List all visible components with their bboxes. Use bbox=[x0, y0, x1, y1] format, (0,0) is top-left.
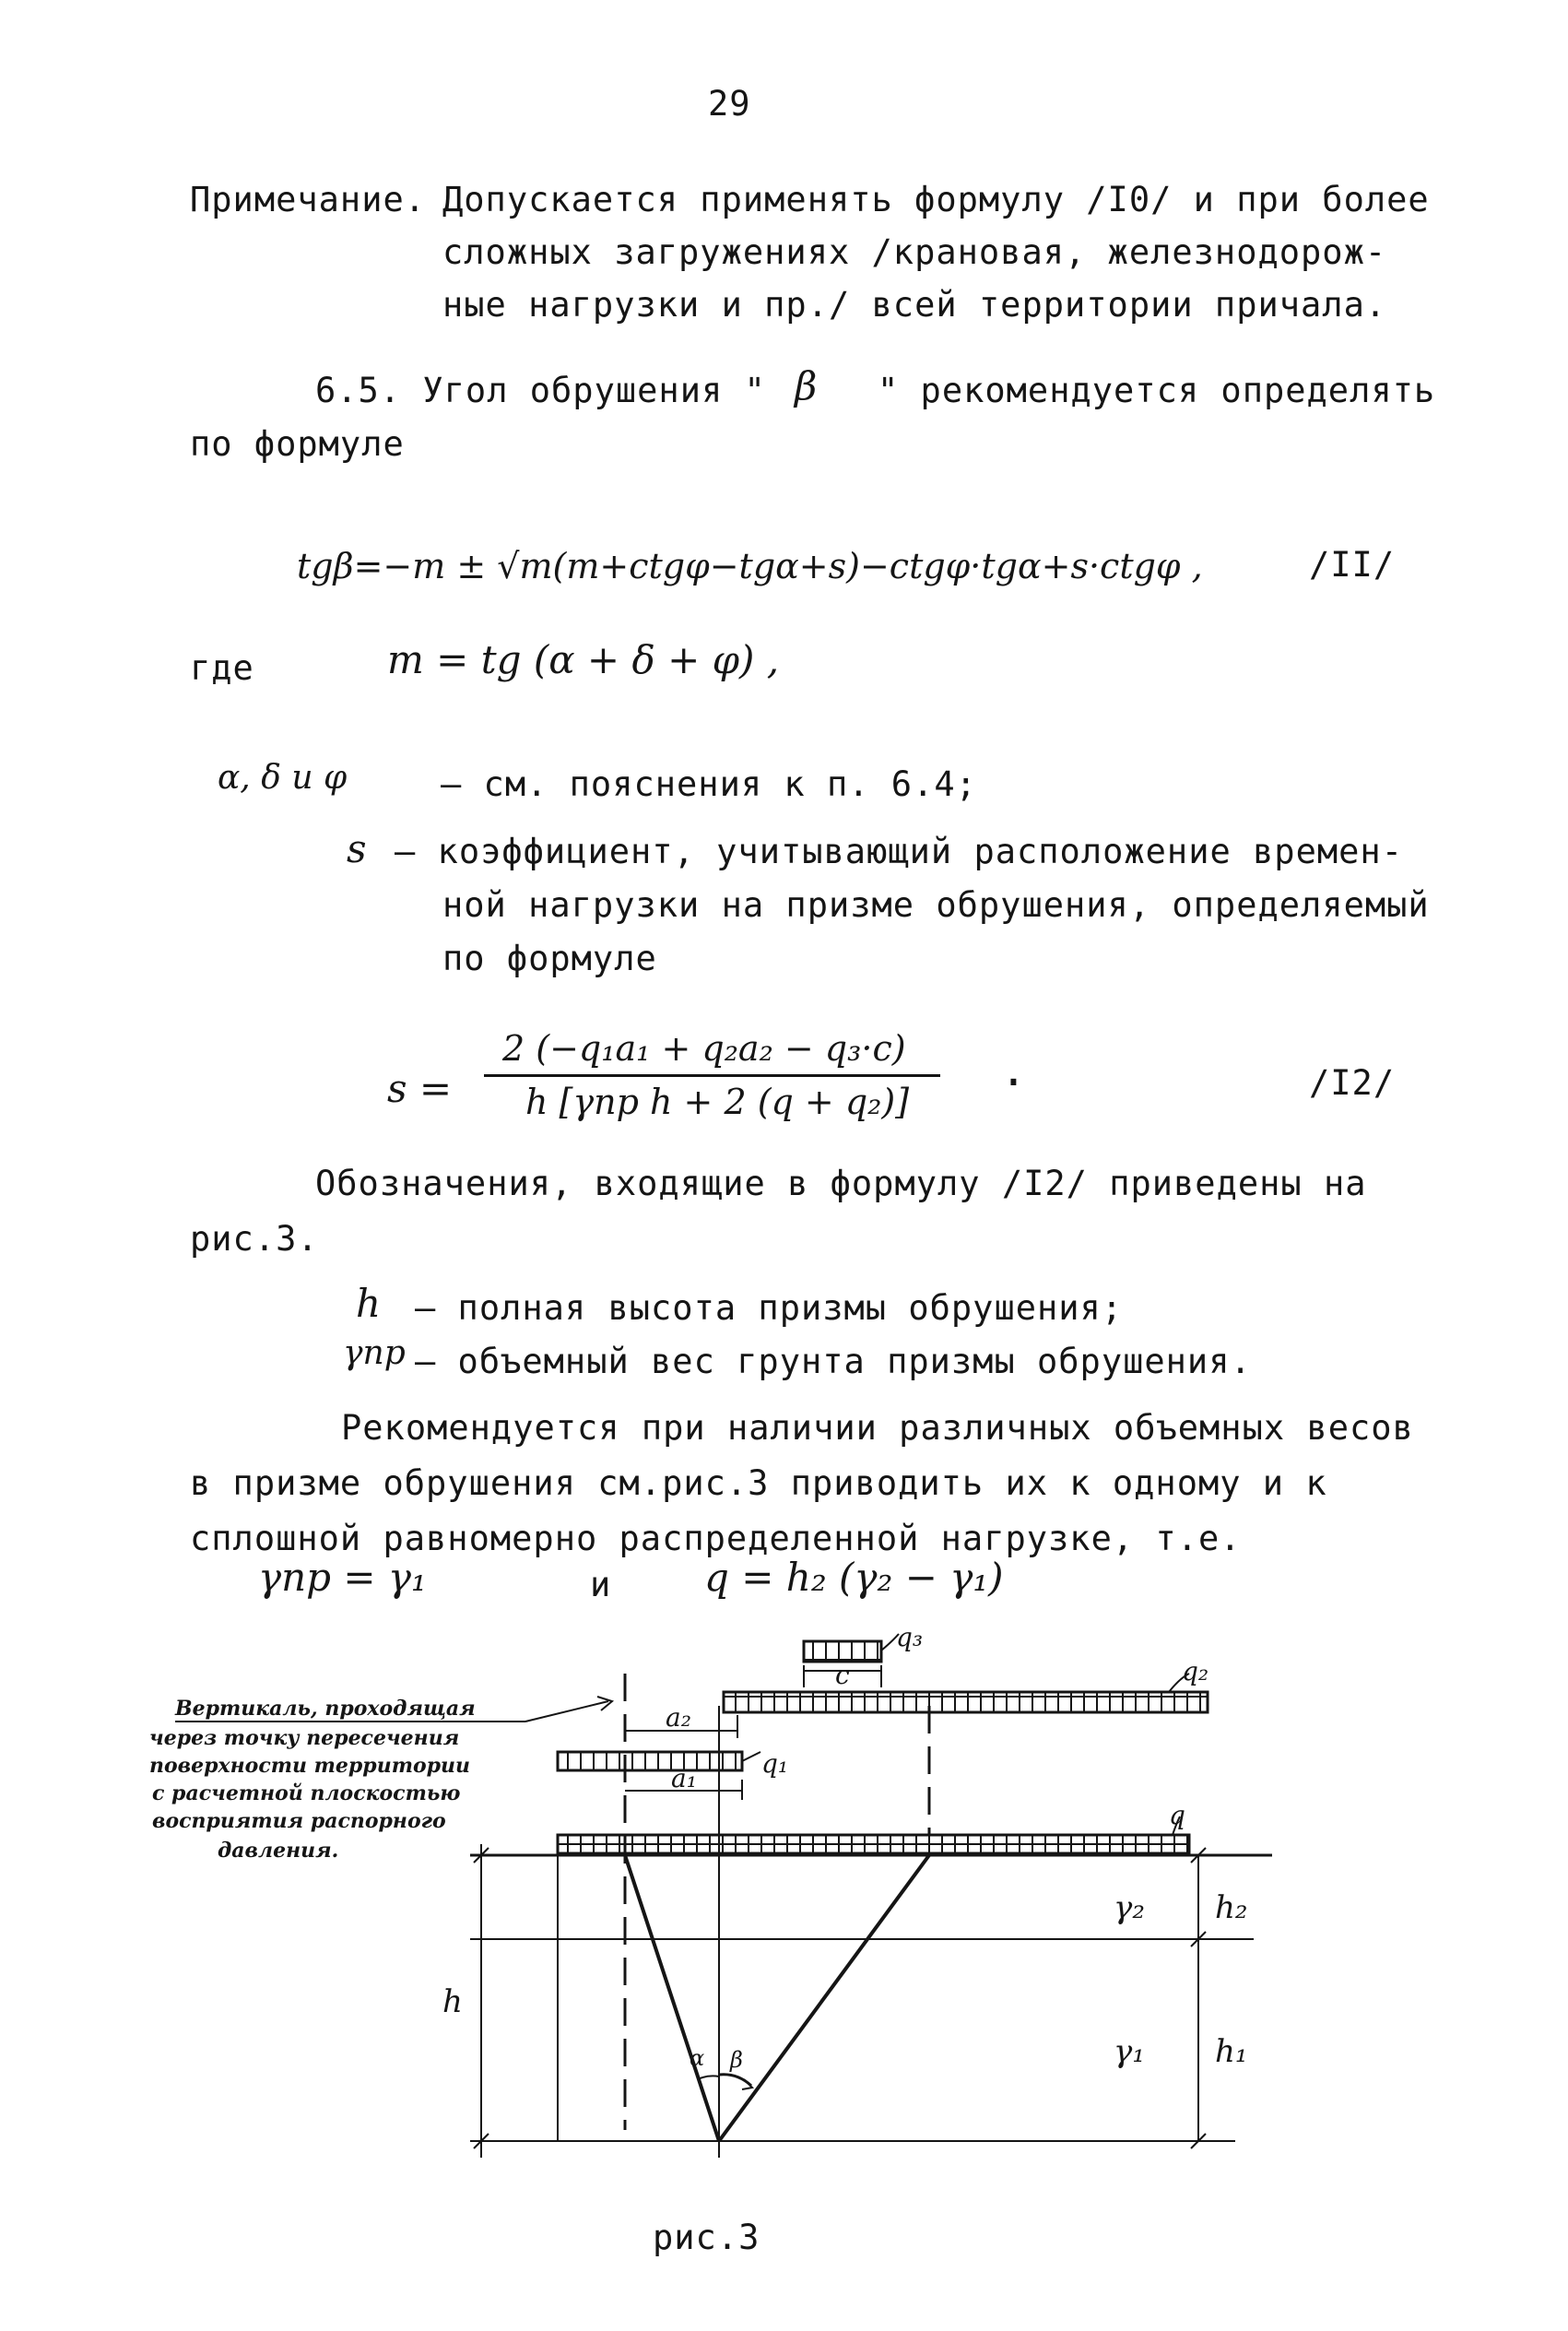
where-label: где bbox=[190, 648, 254, 688]
m-formula: m = tg (α + δ + φ) , bbox=[387, 637, 780, 682]
label-c: c bbox=[835, 1660, 850, 1690]
section-6-5-line1a: 6.5. Угол обрушения " bbox=[315, 371, 766, 410]
label-gamma1: γ₁ bbox=[1114, 2033, 1145, 2070]
figure-annotation-line-1: Вертикаль, проходящая bbox=[175, 1697, 476, 1721]
figure-annotation-line-2: через точку пересечения bbox=[149, 1726, 460, 1750]
formula-12-numerator: 2 (−q₁a₁ + q₂a₂ − q₃·c) bbox=[502, 1028, 906, 1069]
recommend-line-3: сплошной равномерно распределенной нагрузке, т.е. bbox=[190, 1519, 1242, 1558]
equiv-and: и bbox=[590, 1565, 612, 1604]
label-h1: h₁ bbox=[1215, 2033, 1248, 2070]
symbol-s-cont1: ной нагрузки на призме обрушения, определяемый bbox=[442, 885, 1430, 925]
section-6-5-line1b: " рекомендуется определять bbox=[878, 371, 1436, 410]
label-q3: q₃ bbox=[896, 1622, 924, 1652]
def-h-text: – полная высота призмы обрушения; bbox=[415, 1288, 1124, 1328]
def-gamma-symbol: γпр bbox=[343, 1334, 406, 1372]
figure-annotation-line-4: с расчетной плоскостью bbox=[152, 1781, 461, 1805]
label-alpha: α bbox=[690, 2045, 705, 2071]
formula-12-dot: · bbox=[1000, 1057, 1028, 1108]
figure-annotation-line-3: поверхности территории bbox=[149, 1754, 471, 1778]
note-label: Примечание. bbox=[190, 180, 427, 219]
page-number: 29 bbox=[708, 84, 751, 124]
note-line-2: сложных загружениях /крановая, железнодорож- bbox=[442, 232, 1387, 272]
def-gamma-text: – объемный вес грунта призмы обрушения. bbox=[415, 1342, 1252, 1381]
label-h: h bbox=[442, 1983, 463, 2020]
recommend-line-1: Рекомендуется при наличии различных объемных весов bbox=[341, 1408, 1414, 1448]
symbol-alpha-delta-phi-text: – см. пояснения к п. 6.4; bbox=[441, 764, 977, 804]
label-h2: h₂ bbox=[1215, 1889, 1248, 1926]
equiv-right: q = h₂ (γ₂ − γ₁) bbox=[704, 1555, 1004, 1600]
figure-annotation-line-5: восприятия распорного bbox=[152, 1809, 446, 1833]
formula-11-tag: /II/ bbox=[1309, 545, 1396, 585]
def-h-symbol: h bbox=[356, 1281, 382, 1326]
formula-12-tag: /I2/ bbox=[1309, 1063, 1396, 1103]
symbol-alpha-delta-phi: α, δ и φ bbox=[218, 759, 348, 797]
beta-symbol: β bbox=[795, 363, 818, 408]
note-line-1: Допускается применять формулу /I0/ и при более bbox=[442, 180, 1430, 219]
figure-annotation-line-6: давления. bbox=[218, 1839, 339, 1863]
label-a2: a₂ bbox=[666, 1702, 691, 1733]
notation-line-2: рис.3. bbox=[190, 1219, 319, 1259]
note-line-3: ные нагрузки и пр./ всей территории причала. bbox=[442, 285, 1387, 325]
label-gamma2: γ₂ bbox=[1114, 1889, 1145, 1926]
symbol-s-text: – коэффициент, учитывающий расположение времен- bbox=[395, 832, 1403, 871]
notation-line-1: Обозначения, входящие в формулу /I2/ приведены на bbox=[315, 1164, 1367, 1203]
label-q: q bbox=[1169, 1800, 1185, 1830]
symbol-s-cont2: по формуле bbox=[442, 939, 657, 978]
recommend-line-2: в призме обрушения см.рис.3 приводить их к одному и к bbox=[190, 1463, 1327, 1503]
symbol-s: s bbox=[347, 826, 367, 871]
formula-12-lhs: s = bbox=[387, 1066, 453, 1111]
section-6-5-line2: по формуле bbox=[190, 424, 405, 464]
label-a1: a₁ bbox=[671, 1763, 697, 1793]
label-beta: β bbox=[730, 2047, 743, 2073]
figure-caption: рис.3 bbox=[653, 2218, 760, 2257]
equiv-left: γпр = γ₁ bbox=[258, 1555, 427, 1600]
label-q1: q₁ bbox=[761, 1748, 789, 1779]
formula-12-denominator: h [γпр h + 2 (q + q₂)] bbox=[525, 1082, 910, 1122]
label-q2: q₂ bbox=[1182, 1656, 1209, 1686]
formula-11: tgβ=−m ± √m(m+ctgφ−tgα+s)−ctgφ·tgα+s·ctgφ , bbox=[297, 546, 1203, 586]
